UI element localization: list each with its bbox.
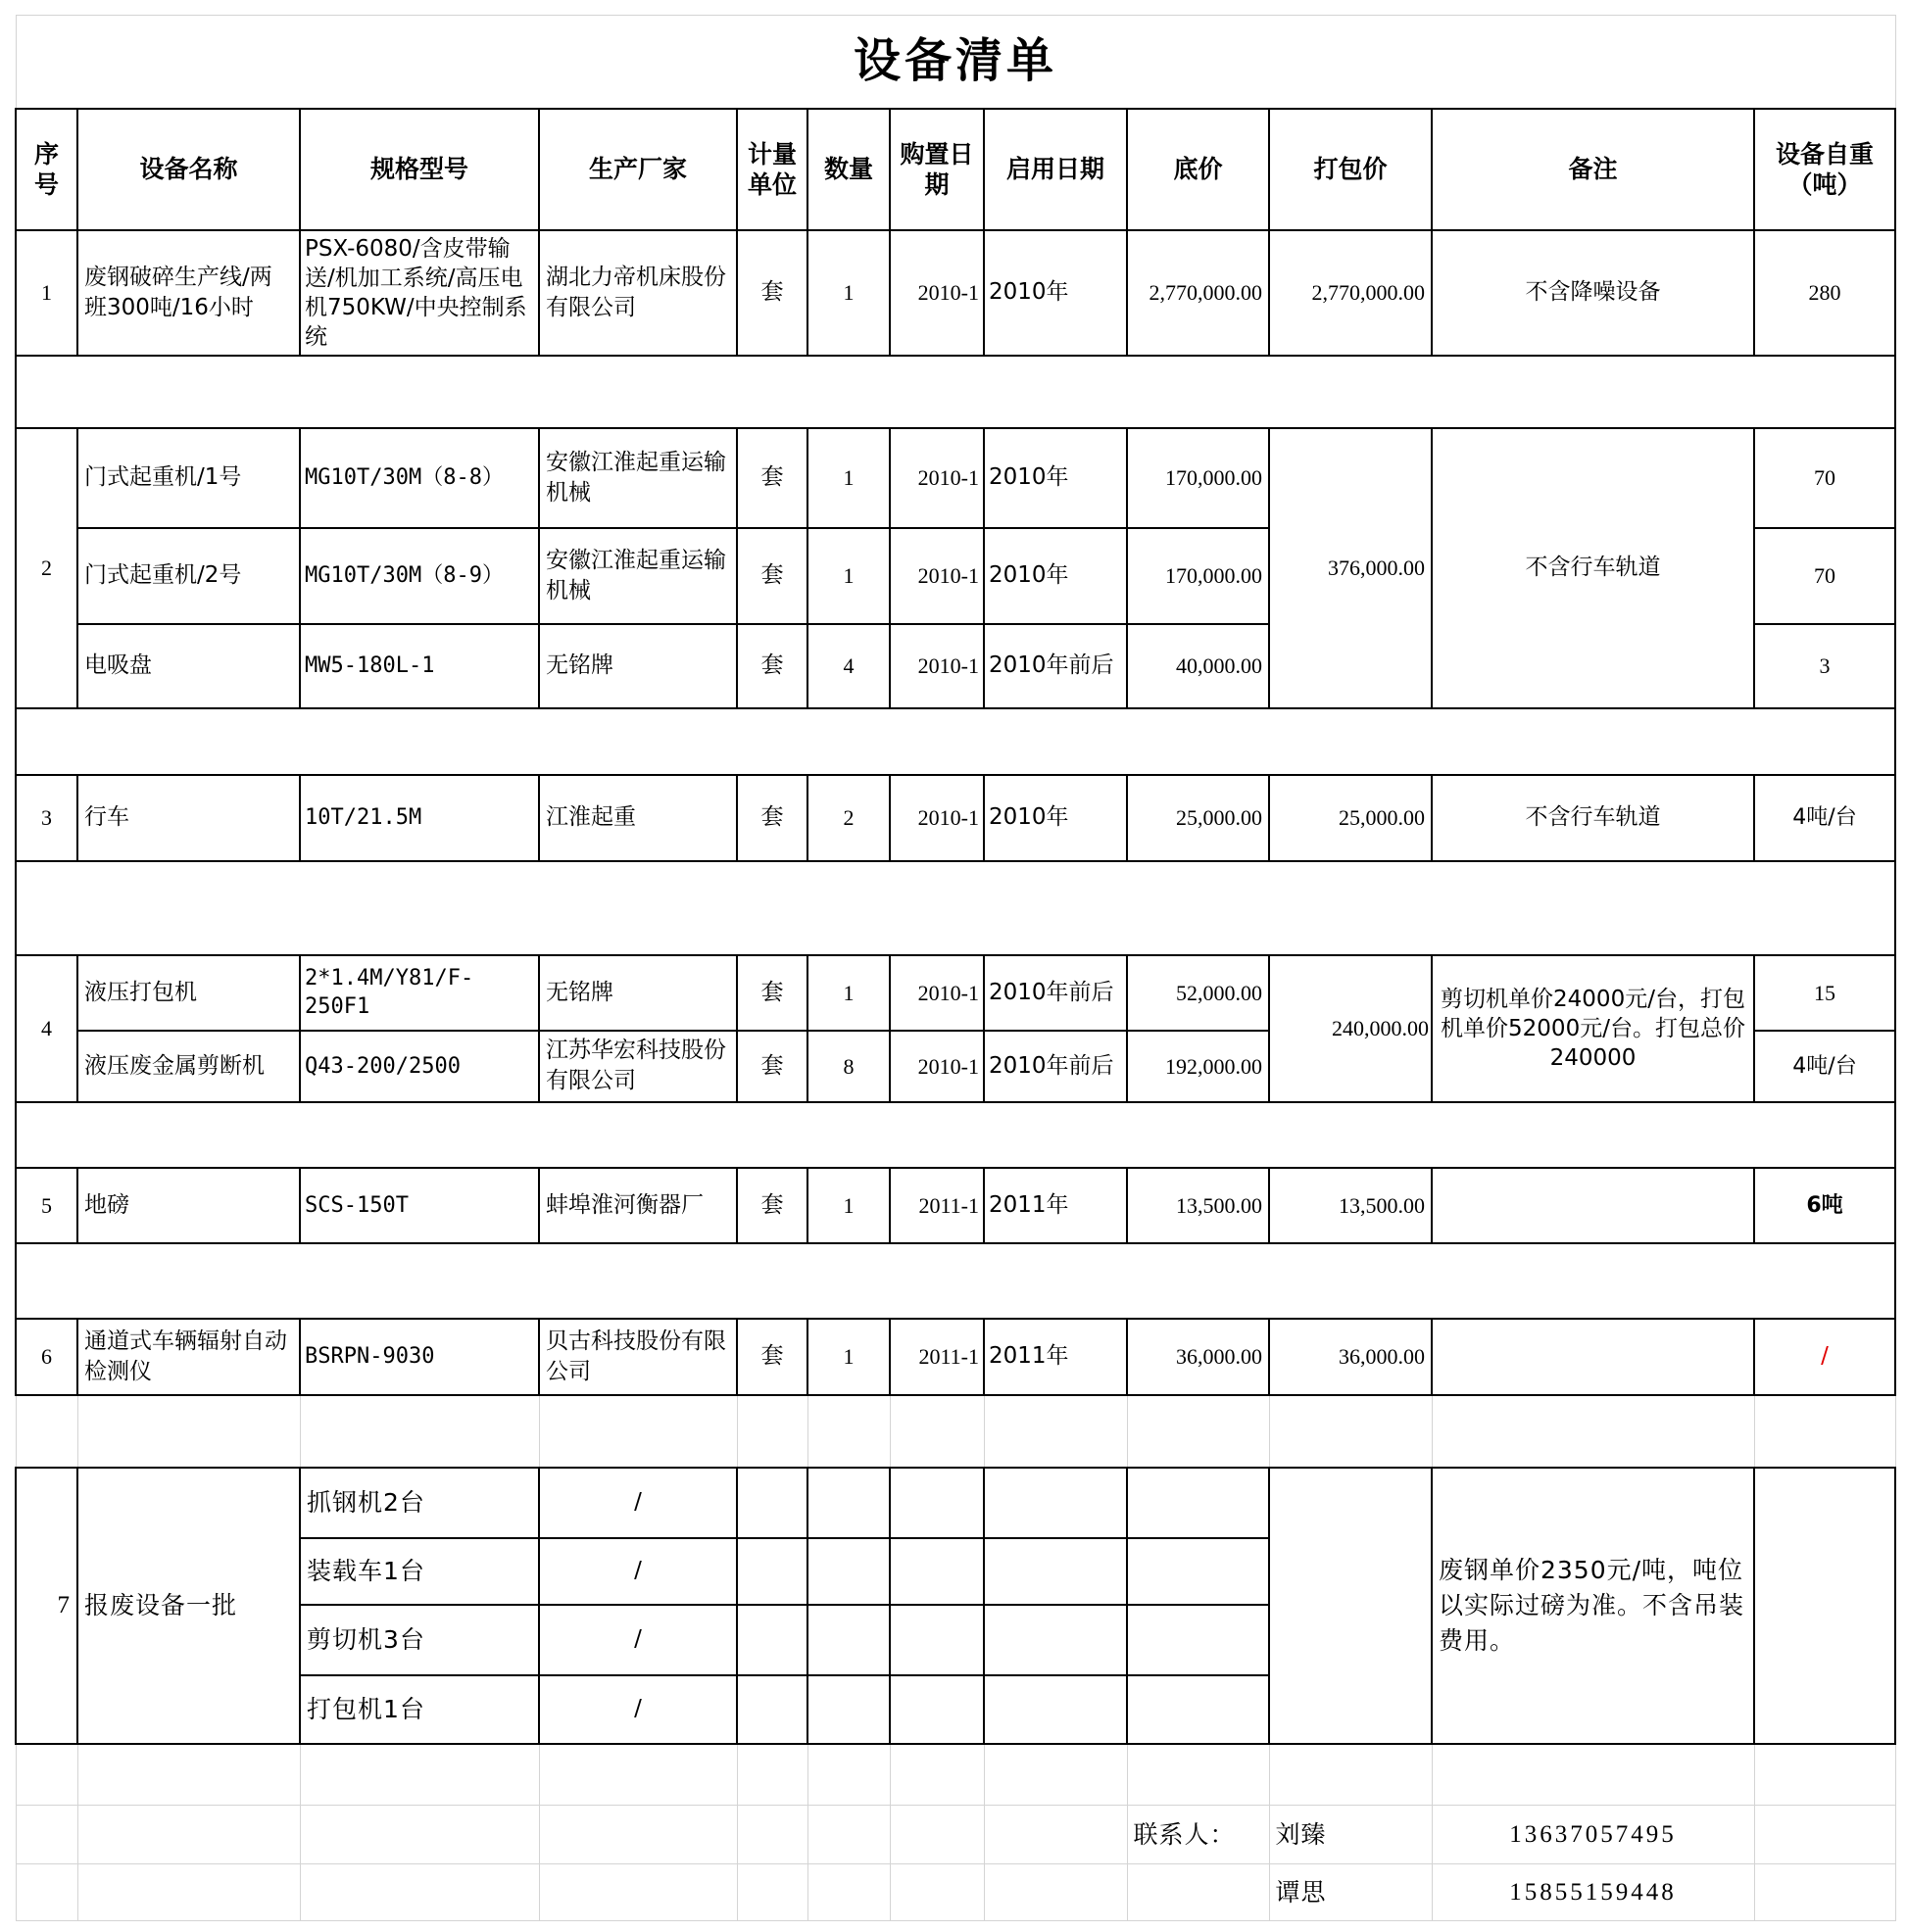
empty-cell[interactable] [1127, 1468, 1269, 1538]
maker-cell[interactable]: / [539, 1675, 737, 1744]
empty-cell[interactable] [16, 1102, 1895, 1168]
empty-cell[interactable] [984, 1468, 1127, 1538]
buy-date-cell[interactable]: 2010-1 [890, 1031, 984, 1102]
seq-cell[interactable]: 6 [16, 1319, 77, 1395]
start-date-cell[interactable]: 2010年前后 [984, 955, 1127, 1031]
header-cell[interactable]: 底价 [1127, 109, 1269, 230]
contact-row [16, 1864, 1895, 1921]
note-cell[interactable] [1432, 1319, 1754, 1395]
unit-cell[interactable]: 套 [737, 1168, 807, 1243]
seq-cell[interactable]: 3 [16, 775, 77, 861]
empty-cell[interactable] [1754, 1468, 1895, 1744]
header-row [16, 109, 1895, 230]
seq-cell[interactable]: 5 [16, 1168, 77, 1243]
seq-cell[interactable]: 2 [16, 428, 77, 708]
qty-cell[interactable]: 8 [807, 1031, 890, 1102]
header-cell[interactable]: 打包价 [1269, 109, 1432, 230]
empty-cell[interactable] [890, 1468, 984, 1538]
buy-date-cell[interactable]: 2010-1 [890, 428, 984, 528]
spec-cell[interactable]: Q43-200/2500 [300, 1031, 539, 1102]
empty-cell[interactable] [807, 1538, 890, 1605]
pack-price-cell[interactable]: 36,000.00 [1269, 1319, 1432, 1395]
empty-cell[interactable] [890, 1538, 984, 1605]
weight-cell[interactable]: / [1754, 1319, 1895, 1395]
note-cell[interactable]: 不含行车轨道 [1432, 775, 1754, 861]
unit-cell[interactable]: 套 [737, 528, 807, 624]
maker-cell[interactable]: 江淮起重 [539, 775, 737, 861]
start-date-cell[interactable]: 2010年 [984, 428, 1127, 528]
note-cell[interactable] [1432, 1168, 1754, 1243]
seq-cell[interactable]: 4 [16, 955, 77, 1102]
price-cell[interactable]: 13,500.00 [1127, 1168, 1269, 1243]
header-cell[interactable]: 设备名称 [77, 109, 300, 230]
empty-cell[interactable] [807, 1468, 890, 1538]
contact-row [16, 1806, 1895, 1864]
empty-cell[interactable] [16, 356, 1895, 428]
empty-cell[interactable] [1127, 1675, 1269, 1744]
unit-cell[interactable]: 套 [737, 428, 807, 528]
weight-cell[interactable]: 6吨 [1754, 1168, 1895, 1243]
maker-cell[interactable]: / [539, 1605, 737, 1675]
seq-cell[interactable]: 7 [16, 1468, 77, 1744]
empty-cell[interactable] [984, 1605, 1127, 1675]
empty-cell[interactable] [1269, 1468, 1432, 1744]
empty-cell[interactable] [807, 1675, 890, 1744]
spec-cell[interactable]: BSRPN-9030 [300, 1319, 539, 1395]
start-date-cell[interactable]: 2010年前后 [984, 624, 1127, 708]
empty-cell[interactable] [890, 1675, 984, 1744]
spacer-row [16, 1102, 1895, 1168]
scrap-item-cell[interactable]: 装载车1台 [300, 1538, 539, 1605]
qty-cell[interactable]: 1 [807, 1319, 890, 1395]
price-cell[interactable]: 2,770,000.00 [1127, 230, 1269, 356]
empty-cell[interactable] [984, 1675, 1127, 1744]
header-cell[interactable]: 启用日期 [984, 109, 1127, 230]
pack-price-cell[interactable]: 2,770,000.00 [1269, 230, 1432, 356]
weight-cell[interactable]: 4吨/台 [1754, 775, 1895, 861]
maker-cell[interactable]: 无铭牌 [539, 955, 737, 1031]
table-row [16, 230, 1895, 356]
equipment-table [15, 15, 1896, 1921]
scrap-item-cell[interactable]: 打包机1台 [300, 1675, 539, 1744]
price-cell[interactable]: 52,000.00 [1127, 955, 1269, 1031]
spacer-row [16, 861, 1895, 955]
weight-cell[interactable]: 3 [1754, 624, 1895, 708]
weight-cell[interactable]: 70 [1754, 528, 1895, 624]
pack-price-cell[interactable]: 25,000.00 [1269, 775, 1432, 861]
empty-cell[interactable] [16, 861, 1895, 955]
maker-cell[interactable]: / [539, 1538, 737, 1605]
note-cell[interactable]: 剪切机单价24000元/台，打包机单价52000元/台。打包总价240000 [1432, 955, 1754, 1102]
start-date-cell[interactable]: 2010年前后 [984, 1031, 1127, 1102]
note-cell[interactable]: 废钢单价2350元/吨，吨位以实际过磅为准。不含吊装费用。 [1432, 1468, 1754, 1744]
table-row [16, 775, 1895, 861]
header-cell[interactable]: 数量 [807, 109, 890, 230]
weight-cell[interactable]: 4吨/台 [1754, 1031, 1895, 1102]
unit-cell[interactable]: 套 [737, 1031, 807, 1102]
contact-name[interactable]: 谭思 [1269, 1864, 1432, 1921]
empty-cell[interactable] [984, 1538, 1127, 1605]
pack-price-cell[interactable]: 13,500.00 [1269, 1168, 1432, 1243]
sheet-title: 设备清单 [16, 16, 1895, 109]
header-cell[interactable]: 购置日期 [890, 109, 984, 230]
pack-price-cell[interactable]: 240,000.00 [1269, 955, 1432, 1102]
maker-cell[interactable]: 安徽江淮起重运输机械 [539, 528, 737, 624]
name-cell[interactable]: 电吸盘 [77, 624, 300, 708]
empty-cell[interactable] [737, 1605, 807, 1675]
weight-cell[interactable]: 280 [1754, 230, 1895, 356]
contact-phone[interactable]: 13637057495 [1432, 1806, 1754, 1864]
table-row [16, 1319, 1895, 1395]
table-row [16, 955, 1895, 1031]
empty-cell[interactable] [16, 708, 1895, 775]
spacer-row [16, 356, 1895, 428]
maker-cell[interactable]: 安徽江淮起重运输机械 [539, 428, 737, 528]
name-cell[interactable]: 通道式车辆辐射自动检测仪 [77, 1319, 300, 1395]
spec-cell[interactable]: MG10T/30M（8-9） [300, 528, 539, 624]
empty-cell[interactable] [1127, 1605, 1269, 1675]
price-cell[interactable]: 170,000.00 [1127, 528, 1269, 624]
empty-cell[interactable] [890, 1605, 984, 1675]
spec-cell[interactable]: PSX-6080/含皮带输送/机加工系统/高压电机750KW/中央控制系统 [300, 230, 539, 356]
maker-cell[interactable]: 贝古科技股份有限公司 [539, 1319, 737, 1395]
name-cell[interactable]: 液压打包机 [77, 955, 300, 1031]
qty-cell[interactable]: 2 [807, 775, 890, 861]
header-cell[interactable]: 序号 [16, 109, 77, 230]
header-cell[interactable]: 备注 [1432, 109, 1754, 230]
price-cell[interactable]: 25,000.00 [1127, 775, 1269, 861]
start-date-cell[interactable]: 2010年 [984, 528, 1127, 624]
table-row [16, 1468, 1895, 1538]
start-date-cell[interactable]: 2011年 [984, 1319, 1127, 1395]
price-cell[interactable]: 192,000.00 [1127, 1031, 1269, 1102]
spec-cell[interactable]: 2*1.4M/Y81/F-250F1 [300, 955, 539, 1031]
empty-cell[interactable] [16, 1243, 1895, 1319]
price-cell[interactable]: 40,000.00 [1127, 624, 1269, 708]
spacer-row [16, 708, 1895, 775]
table-row [16, 428, 1895, 528]
price-cell[interactable]: 170,000.00 [1127, 428, 1269, 528]
spec-cell[interactable]: 10T/21.5M [300, 775, 539, 861]
buy-date-cell[interactable]: 2010-1 [890, 955, 984, 1031]
start-date-cell[interactable]: 2010年 [984, 775, 1127, 861]
header-cell[interactable]: 生产厂家 [539, 109, 737, 230]
start-date-cell[interactable]: 2011年 [984, 1168, 1127, 1243]
empty-cell[interactable] [737, 1468, 807, 1538]
empty-cell[interactable] [737, 1538, 807, 1605]
empty-cell[interactable] [1127, 1538, 1269, 1605]
note-cell[interactable]: 不含行车轨道 [1432, 428, 1754, 708]
spec-cell[interactable]: MG10T/30M（8-8） [300, 428, 539, 528]
spacer-row [16, 1744, 1895, 1806]
buy-date-cell[interactable]: 2011-1 [890, 1319, 984, 1395]
qty-cell[interactable]: 1 [807, 528, 890, 624]
qty-cell[interactable]: 1 [807, 230, 890, 356]
spacer-row [16, 1243, 1895, 1319]
qty-cell[interactable]: 1 [807, 1168, 890, 1243]
unit-cell[interactable]: 套 [737, 1319, 807, 1395]
scrap-item-cell[interactable]: 抓钢机2台 [300, 1468, 539, 1538]
buy-date-cell[interactable]: 2011-1 [890, 1168, 984, 1243]
spec-cell[interactable]: MW5-180L-1 [300, 624, 539, 708]
qty-cell[interactable]: 1 [807, 955, 890, 1031]
header-cell[interactable]: 规格型号 [300, 109, 539, 230]
start-date-cell[interactable]: 2010年 [984, 230, 1127, 356]
name-cell[interactable]: 门式起重机/1号 [77, 428, 300, 528]
weight-cell[interactable]: 15 [1754, 955, 1895, 1031]
header-cell[interactable]: 计量单位 [737, 109, 807, 230]
header-cell[interactable]: 设备自重（吨） [1754, 109, 1895, 230]
name-cell[interactable]: 门式起重机/2号 [77, 528, 300, 624]
buy-date-cell[interactable]: 2010-1 [890, 775, 984, 861]
unit-cell[interactable]: 套 [737, 775, 807, 861]
maker-cell[interactable]: 湖北力帝机床股份有限公司 [539, 230, 737, 356]
pack-price-cell[interactable]: 376,000.00 [1269, 428, 1432, 708]
contact-label: 联系人： [1127, 1806, 1269, 1864]
note-cell[interactable]: 不含降噪设备 [1432, 230, 1754, 356]
spreadsheet [15, 15, 1896, 1921]
qty-cell[interactable]: 1 [807, 428, 890, 528]
contact-name[interactable]: 刘臻 [1269, 1806, 1432, 1864]
buy-date-cell[interactable]: 2010-1 [890, 528, 984, 624]
qty-cell[interactable]: 4 [807, 624, 890, 708]
empty-cell[interactable] [807, 1605, 890, 1675]
name-cell[interactable]: 废钢破碎生产线/两班300吨/16小时 [77, 230, 300, 356]
spacer-row [16, 1395, 1895, 1468]
maker-cell[interactable]: 江苏华宏科技股份有限公司 [539, 1031, 737, 1102]
scrap-item-cell[interactable]: 剪切机3台 [300, 1605, 539, 1675]
name-cell[interactable]: 地磅 [77, 1168, 300, 1243]
maker-cell[interactable]: 蚌埠淮河衡器厂 [539, 1168, 737, 1243]
spec-cell[interactable]: SCS-150T [300, 1168, 539, 1243]
unit-cell[interactable]: 套 [737, 624, 807, 708]
unit-cell[interactable]: 套 [737, 230, 807, 356]
empty-cell[interactable] [737, 1675, 807, 1744]
name-cell[interactable]: 报废设备一批 [77, 1468, 300, 1744]
seq-cell[interactable]: 1 [16, 230, 77, 356]
maker-cell[interactable]: / [539, 1468, 737, 1538]
table-row [16, 1168, 1895, 1243]
name-cell[interactable]: 液压废金属剪断机 [77, 1031, 300, 1102]
contact-phone[interactable]: 15855159448 [1432, 1864, 1754, 1921]
name-cell[interactable]: 行车 [77, 775, 300, 861]
unit-cell[interactable]: 套 [737, 955, 807, 1031]
maker-cell[interactable]: 无铭牌 [539, 624, 737, 708]
weight-cell[interactable]: 70 [1754, 428, 1895, 528]
price-cell[interactable]: 36,000.00 [1127, 1319, 1269, 1395]
buy-date-cell[interactable]: 2010-1 [890, 624, 984, 708]
buy-date-cell[interactable]: 2010-1 [890, 230, 984, 356]
